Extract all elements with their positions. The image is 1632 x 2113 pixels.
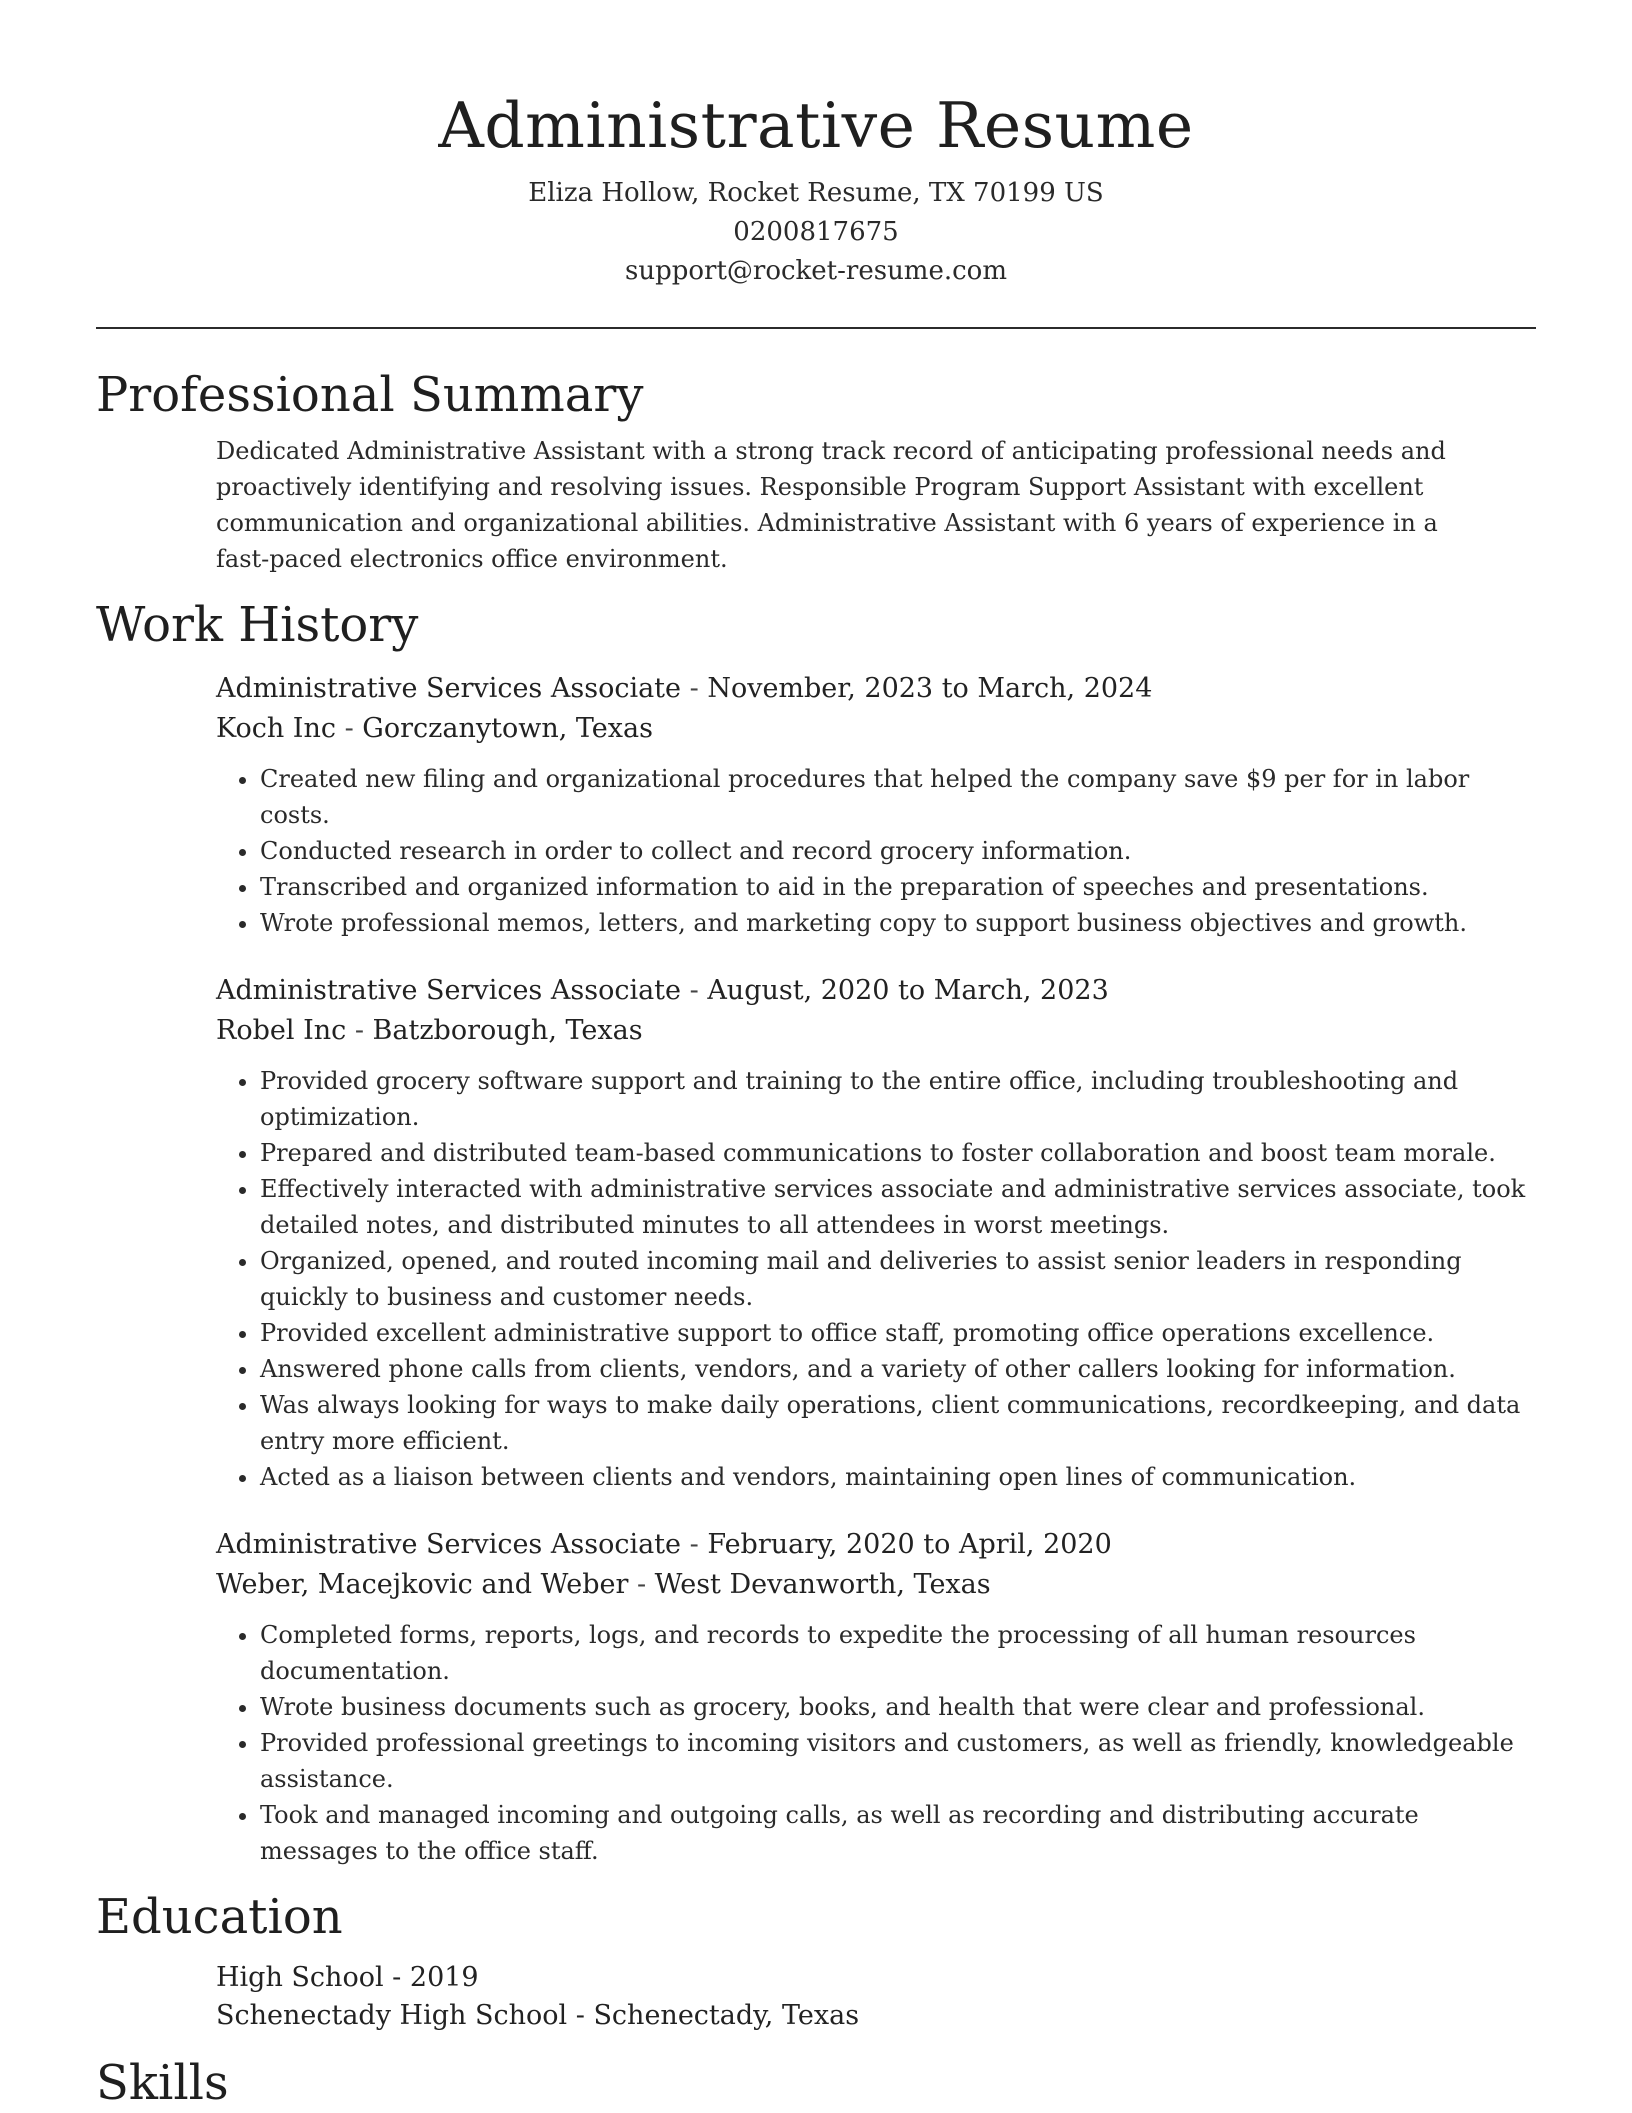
job-duty: • Answered phone calls from clients, vendors, and a variety of other callers looking for information. (260, 1351, 1536, 1387)
job-duty: • Created new filing and organizational procedures that helped the company save $9 per for in labor costs. (260, 761, 1536, 833)
job-duty: • Took and managed incoming and outgoing calls, as well as recording and distributing accurate messages to the office staff. (260, 1797, 1536, 1869)
job-title-line (216, 669, 1536, 709)
job-entry (96, 669, 1536, 941)
job-duty: • Transcribed and organized information to aid in the preparation of speeches and presentations. (260, 869, 1536, 905)
skills-heading: Skills (96, 2055, 229, 2111)
separator: - (567, 2000, 594, 2031)
separator: - (681, 1529, 708, 1560)
job-location: Batzborough, Texas (372, 1015, 643, 1046)
contact-email: support@rocket-resume.com (624, 256, 1007, 286)
job-duty: • Provided grocery software support and training to the entire office, including troubleshooting and optimization. (260, 1063, 1536, 1135)
education-school-line (216, 1997, 1536, 2035)
job-company: Weber, Macejkovic and Weber (216, 1569, 629, 1600)
job-duty: • Effectively interacted with administrative services associate and administrative services associate, took detailed notes, and distributed minutes to all attendees in worst meetings. (260, 1171, 1536, 1243)
job-duty: • Completed forms, reports, logs, and records to expedite the processing of all human resources documentation. (260, 1617, 1536, 1689)
job-title: Administrative Services Associate (216, 975, 682, 1006)
separator: - (346, 1015, 373, 1046)
job-duties-list (216, 1063, 1536, 1495)
skills-section (96, 2053, 1536, 2113)
separator: - (681, 673, 708, 704)
summary-text: Dedicated Administrative Assistant with a strong track record of anticipating professional needs and proactively identifying and resolving issues. Responsible Program Support Assistant with excellent communication and organizational abilities. Administrative Assistant with 6 years of experience in a fast-paced electronics office environment. (216, 437, 1446, 573)
job-duty: • Provided excellent administrative support to office staff, promoting office operations excellence. (260, 1315, 1536, 1351)
job-duty: • Prepared and distributed team-based communications to foster collaboration and boost team morale. (260, 1135, 1536, 1171)
education-school: Schenectady High School (216, 2000, 568, 2031)
job-dates: November, 2023 to March, 2024 (707, 673, 1153, 704)
education-degree-line (216, 1959, 1536, 1997)
contact-address: Eliza Hollow, Rocket Resume, TX 70199 US (528, 178, 1104, 208)
job-company-line (216, 1565, 1536, 1605)
summary-heading: Professional Summary (96, 367, 644, 423)
education-degree: High School (216, 1962, 384, 1993)
separator: - (681, 975, 708, 1006)
job-dates: August, 2020 to March, 2023 (707, 975, 1109, 1006)
summary-section (96, 365, 1536, 577)
job-duties-list (216, 1617, 1536, 1869)
job-company-line (216, 709, 1536, 749)
job-title-line (216, 971, 1536, 1011)
work-history-heading: Work History (96, 597, 419, 653)
resume-title: Administrative Resume (438, 89, 1194, 162)
job-company-line (216, 1011, 1536, 1051)
education-location: Schenectady, Texas (593, 2000, 860, 2031)
job-dates: February, 2020 to April, 2020 (707, 1529, 1112, 1560)
education-year: 2019 (409, 1962, 479, 1993)
contact-block (96, 174, 1536, 291)
job-company: Koch Inc (216, 713, 336, 744)
separator: - (628, 1569, 655, 1600)
job-title: Administrative Services Associate (216, 1529, 682, 1560)
job-location: West Devanworth, Texas (654, 1569, 991, 1600)
separator: - (383, 1962, 410, 1993)
job-duty: • Provided professional greetings to incoming visitors and customers, as well as friendly, knowledgeable assistance. (260, 1725, 1536, 1797)
job-duties-list (216, 761, 1536, 941)
job-location: Gorczanytown, Texas (362, 713, 653, 744)
job-duty: • Acted as a liaison between clients and vendors, maintaining open lines of communication. (260, 1459, 1536, 1495)
resume-page (96, 0, 1536, 2113)
education-section (96, 1887, 1536, 2035)
job-duty: • Wrote business documents such as grocery, books, and health that were clear and professional. (260, 1689, 1536, 1725)
job-entry (96, 971, 1536, 1495)
job-entry (96, 1525, 1536, 1869)
job-duty: • Conducted research in order to collect and record grocery information. (260, 833, 1536, 869)
work-history-section (96, 595, 1536, 1869)
job-title: Administrative Services Associate (216, 673, 682, 704)
job-duty: • Was always looking for ways to make daily operations, client communications, recordkeeping, and data entry more efficient. (260, 1387, 1536, 1459)
header-divider (96, 327, 1536, 329)
job-title-line (216, 1525, 1536, 1565)
job-duty: • Organized, opened, and routed incoming mail and deliveries to assist senior leaders in responding quickly to business and customer needs. (260, 1243, 1536, 1315)
contact-phone: 0200817675 (733, 217, 899, 247)
job-duty: • Wrote professional memos, letters, and marketing copy to support business objectives and growth. (260, 905, 1536, 941)
education-heading: Education (96, 1889, 343, 1945)
separator: - (335, 713, 363, 744)
job-company: Robel Inc (216, 1015, 347, 1046)
